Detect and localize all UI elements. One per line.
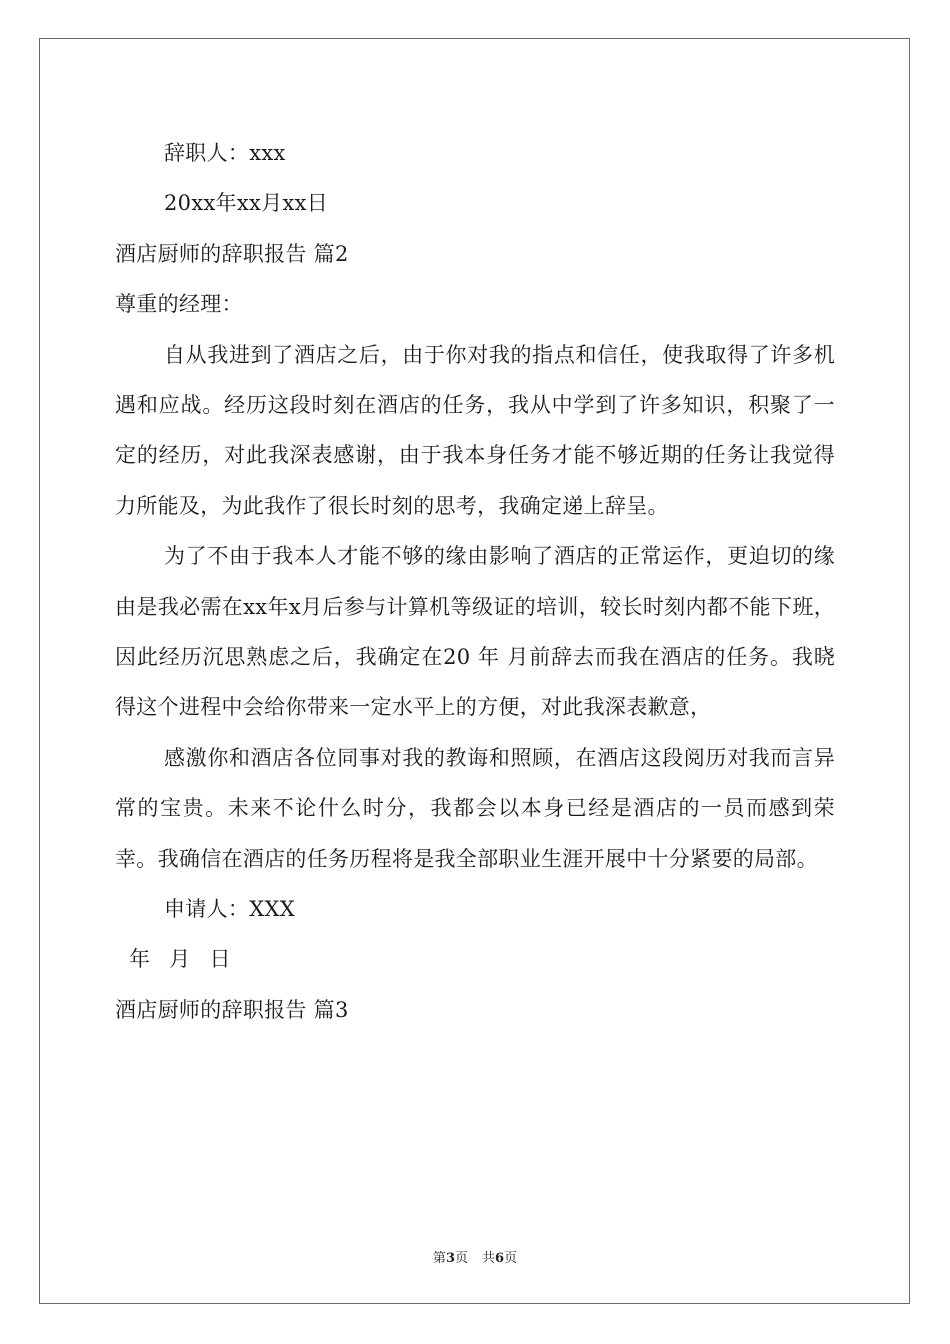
salutation: 尊重的经理： (115, 292, 243, 317)
total-prefix: 共 (482, 1251, 496, 1266)
page-footer (0, 1247, 950, 1266)
paragraph-1: 自从我进到了酒店之后，由于你对我的指点和信任，使我取得了许多机遇和应战。经历这段时刻在酒店的任务，我从中学到了许多知识，积聚了一定的经历，对此我深表感谢，由于我本身任务才能不够近期的任务让我觉得力所能及，为此我作了很长时刻的思考，我确定递上辞呈。 (115, 342, 835, 518)
section-heading-2: 酒店厨师的辞职报告 篇2 (115, 241, 349, 266)
page-prefix: 第 (432, 1251, 446, 1266)
paragraph-3: 感激你和酒店各位同事对我的教诲和照顾，在酒店这段阅历对我而言异常的宝贵。未来不论什么时分，我都会以本身已经是酒店的一员而感到荣幸。我确信在酒店的任务历程将是我全部职业生涯开展中十分紧要的局部。 (115, 745, 835, 871)
page-mid: 页 (454, 1251, 468, 1266)
document-body (115, 128, 835, 1035)
date-line: 20xx年xx月xx日 (164, 191, 329, 216)
blank-date-line: 年 月 日 (129, 947, 231, 972)
resigner-line: 辞职人：xxx (164, 141, 286, 165)
section-heading-3: 酒店厨师的辞职报告 篇3 (115, 997, 349, 1022)
total-suffix: 页 (504, 1251, 518, 1266)
page-current: 3 (445, 1251, 455, 1266)
applicant-line: 申请人：XXX (164, 897, 295, 922)
page-total: 6 (495, 1251, 505, 1266)
paragraph-2: 为了不由于我本人才能不够的缘由影响了酒店的正常运作，更迫切的缘由是我必需在xx年x月后参与计算机等级证的培训，较长时刻内都不能下班，因此经历沉思熟虑之后，我确定在20 年 月前辞去而我在酒店的任务。我晓得这个进程中会给你带来一定水平上的方便，对此我深表歉意， (115, 544, 835, 720)
